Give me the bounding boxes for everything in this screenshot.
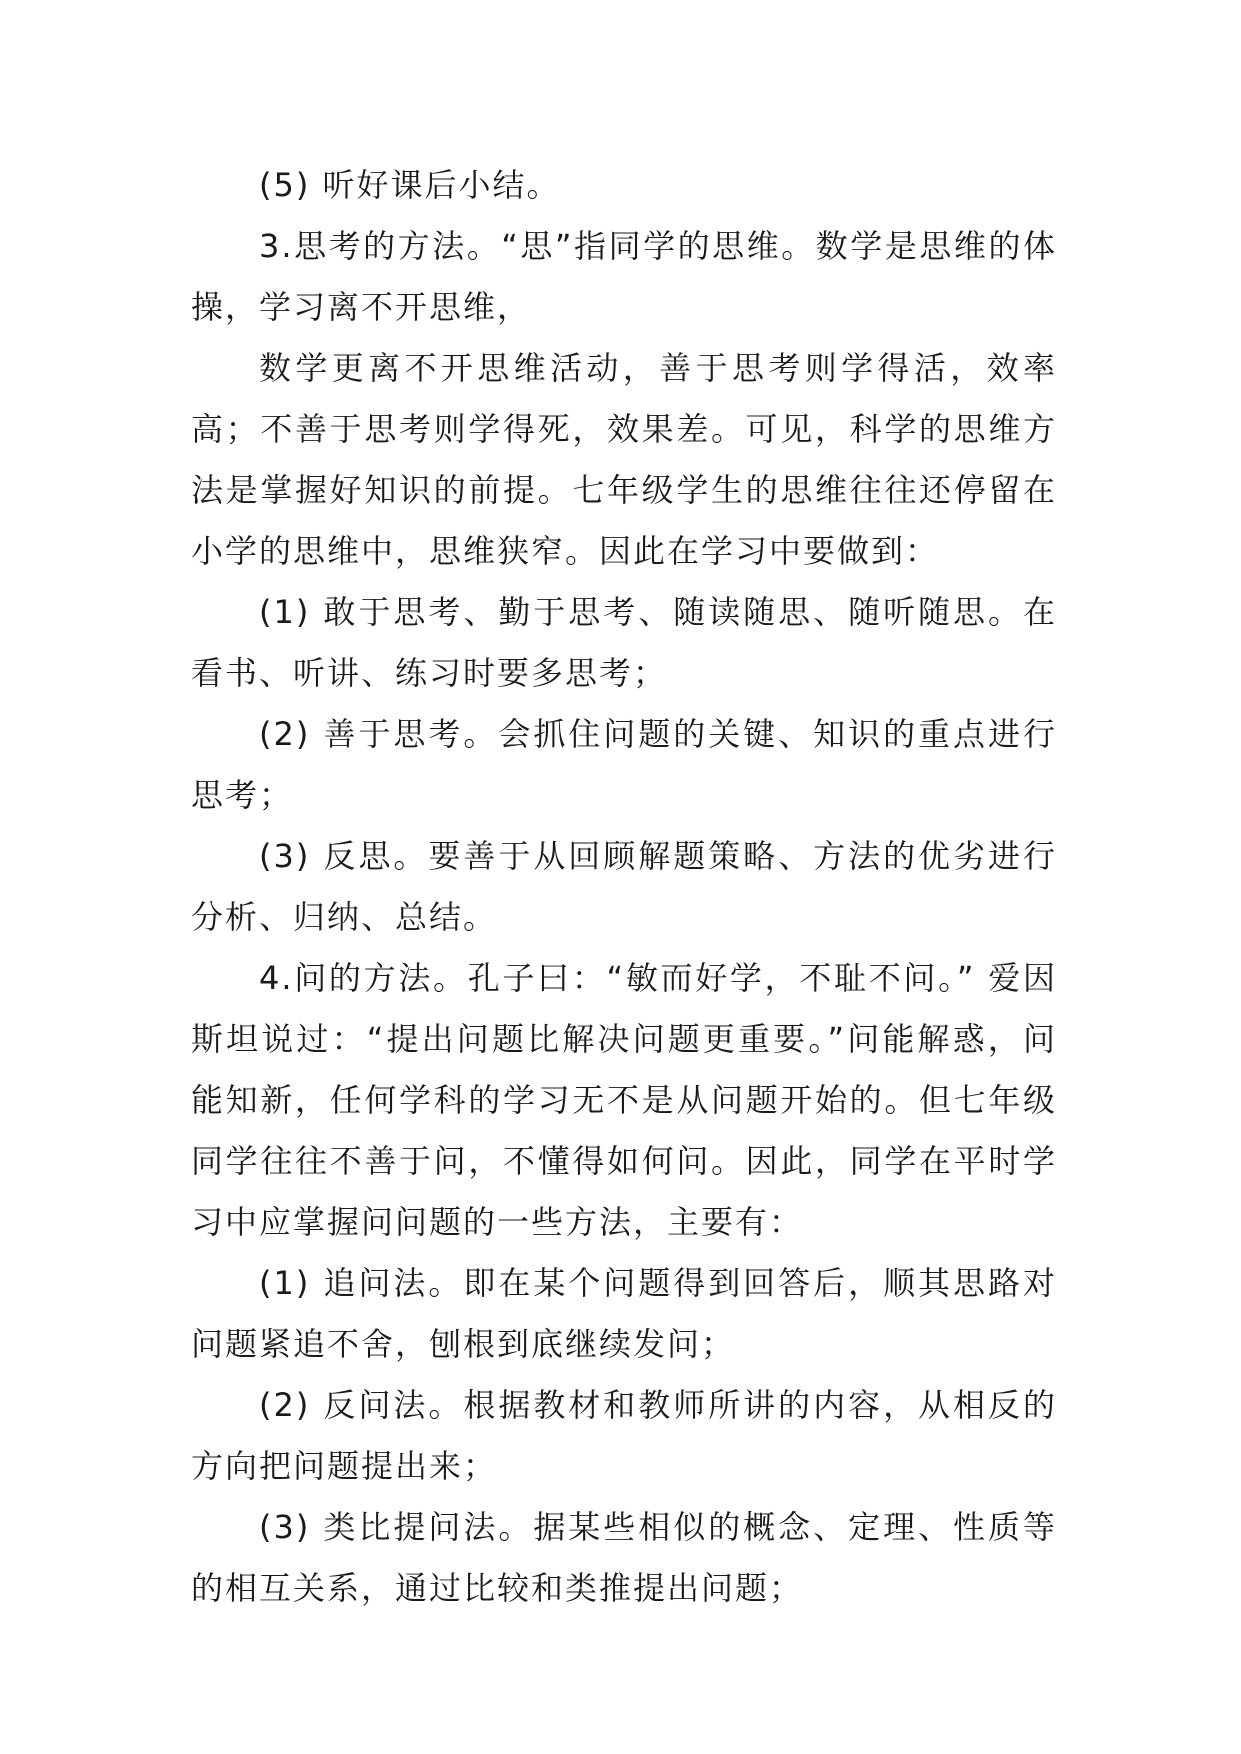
paragraph-5-listen-summary: (5) 听好课后小结。 bbox=[259, 166, 561, 204]
paragraph-ask-item-1: (1) 追问法。即在某个问题得到回答后，顺其思路对问题紧追不舍，刨根到底继续发问； bbox=[191, 1264, 1057, 1363]
paragraph-think-item-2: (2) 善于思考。会抓住问题的关键、知识的重点进行思考； bbox=[191, 715, 1057, 814]
paragraph-ask-item-3: (3) 类比提问法。据某些相似的概念、定理、性质等的相互关系，通过比较和类推提出问题； bbox=[191, 1508, 1057, 1607]
paragraph-think-item-1: (1) 敢于思考、勤于思考、随读随思、随听随思。在看书、听讲、练习时要多思考； bbox=[191, 593, 1057, 692]
paragraph-3-thinking-method: 3.思考的方法。“思”指同学的思维。数学是思维的体操，学习离不开思维， bbox=[191, 227, 1057, 326]
paragraph-4-asking-method: 4.问的方法。孔子曰：“敏而好学，不耻不问。” 爱因斯坦说过：“提出问题比解决问题更重要。”问能解惑，问能知新，任何学科的学习无不是从问题开始的。但七年级同学往往不善于问，不懂得如何问。因此，同学在平时学习中应掌握问问题的一些方法，主要有： bbox=[191, 959, 1057, 1241]
document-body bbox=[191, 155, 1057, 1619]
paragraph-thinking-activity: 数学更离不开思维活动，善于思考则学得活，效率高；不善于思考则学得死，效果差。可见，科学的思维方法是掌握好知识的前提。七年级学生的思维往往还停留在小学的思维中，思维狭窄。因此在学习中要做到： bbox=[191, 349, 1057, 570]
paragraph-ask-item-2: (2) 反问法。根据教材和教师所讲的内容，从相反的方向把问题提出来； bbox=[191, 1386, 1057, 1485]
paragraph-think-item-3: (3) 反思。要善于从回顾解题策略、方法的优劣进行分析、归纳、总结。 bbox=[191, 837, 1057, 936]
